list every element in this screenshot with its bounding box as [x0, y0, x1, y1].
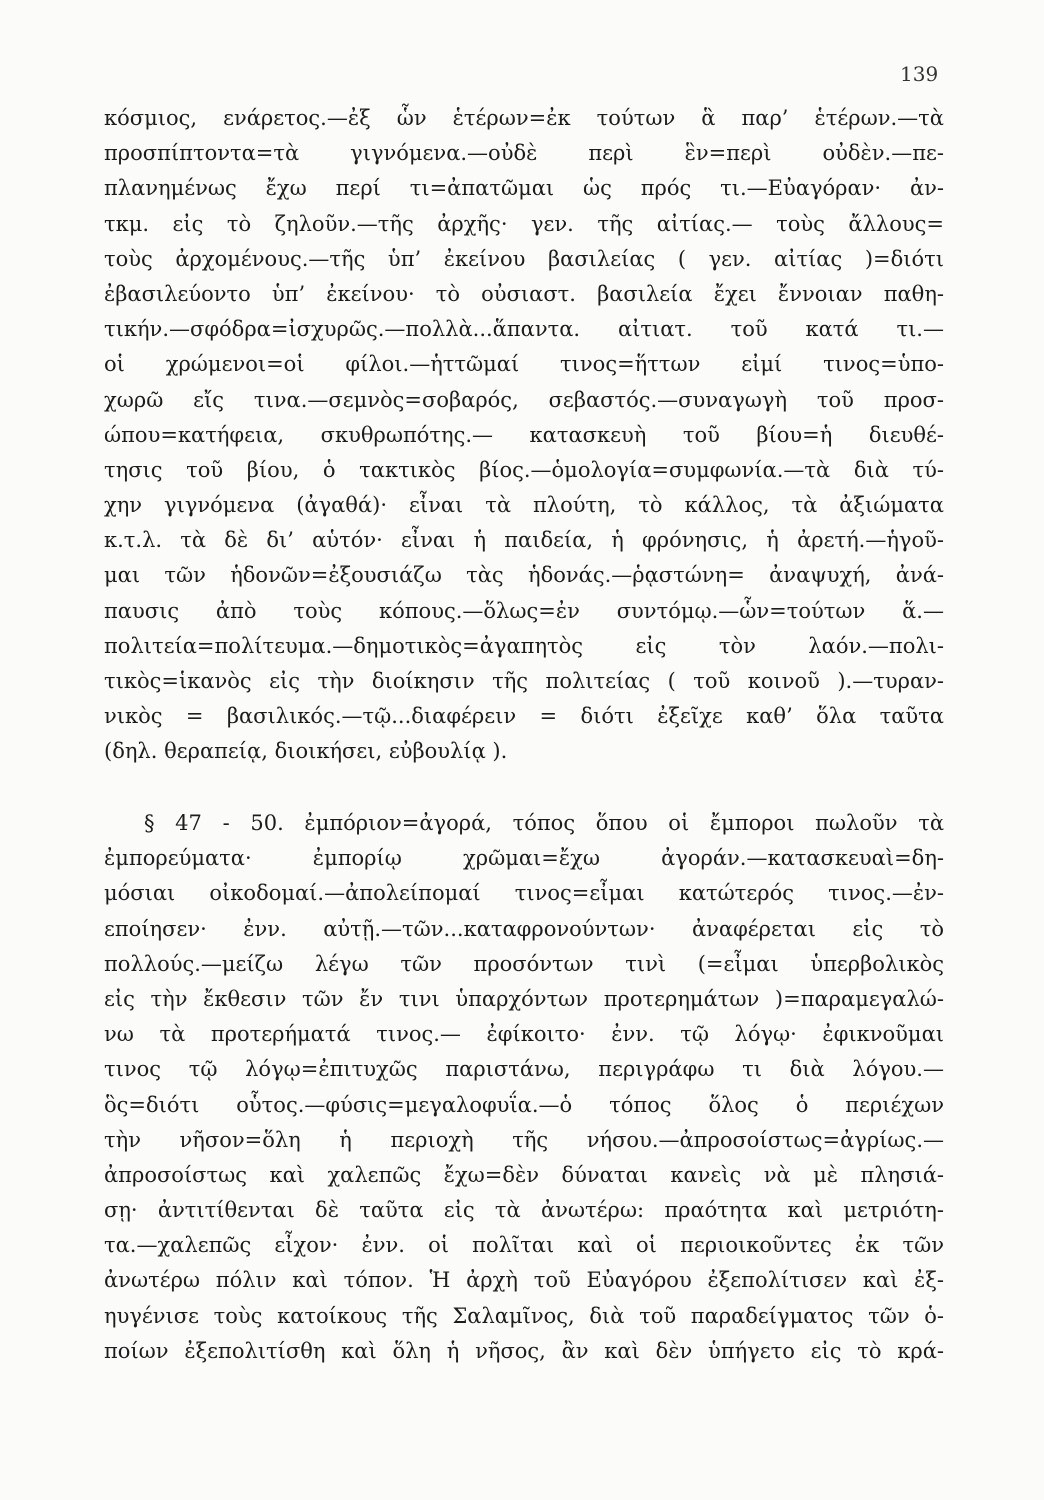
text-line: κ.τ.λ. τὰ δὲ δι’ αὑτόν· εἶναι ἡ παιδεία, ἡ φρόνησις, ἡ ἀρετή.—ἡγοῦ-: [104, 528, 944, 553]
text-line: νω τὰ προτερήματά τινος.— ἐφίκοιτο· ἐνν. τῷ λόγῳ· ἐφικνοῦμαι: [104, 1022, 944, 1047]
commentary-paragraph-1: [104, 101, 944, 770]
text-line: εποίησεν· ἐνν. αὐτῇ.—τῶν...καταφρονούντων· ἀναφέρεται εἰς τὸ: [104, 916, 944, 941]
page-number: 139: [900, 62, 939, 86]
text-line: τικήν.—σφόδρα=ἰσχυρῶς.—πολλὰ...ἅπαντα. αἰτιατ. τοῦ κατά τι.—: [104, 317, 944, 342]
text-line: τκμ. εἰς τὸ ζηλοῦν.—τῆς ἀρχῆς· γεν. τῆς αἰτίας.— τοὺς ἄλλους=: [104, 211, 944, 236]
text-line: τὴν νῆσον=ὅλη ἡ περιοχὴ τῆς νήσου.—ἀπροσοίστως=ἀγρίως.—: [104, 1127, 944, 1152]
text-line: πολλούς.—μείζω λέγω τῶν προσόντων τινὶ (=εἶμαι ὑπερβολικὸς: [104, 951, 944, 976]
text-line: σῃ· ἀντιτίθενται δὲ ταῦτα εἰς τὰ ἀνωτέρω: πραότητα καὶ μετριότη-: [104, 1198, 944, 1223]
text-line: οἱ χρώμενοι=οἱ φίλοι.—ἡττῶμαί τινος=ἥττων εἰμί τινος=ὑπο-: [104, 352, 944, 377]
text-line: (δηλ. θεραπείᾳ, διοικήσει, εὐβουλίᾳ ).: [104, 739, 508, 764]
text-line: τοὺς ἀρχομένους.—τῆς ὑπ’ ἐκείνου βασιλείας ( γεν. αἰτίας )=διότι: [104, 246, 944, 271]
text-line: τικὸς=ἱκανὸς εἰς τὴν διοίκησιν τῆς πολιτείας ( τοῦ κοινοῦ ).—τυραν-: [104, 669, 944, 693]
text-line: τινος τῷ λόγῳ=ἐπιτυχῶς παριστάνω, περιγράφω τι διὰ λόγου.—: [104, 1057, 944, 1082]
text-line: ποίων ἐξεπολιτίσθη καὶ ὅλη ἡ νῆσος, ἂν καὶ δὲν ὑπήγετο εἰς τὸ κρά-: [104, 1338, 944, 1363]
text-line: § 47 - 50. ἐμπόριον=ἀγορά, τόπος ὅπου οἱ ἔμποροι πωλοῦν τὰ: [144, 811, 944, 835]
text-line: ὃς=διότι οὗτος.—φύσις=μεγαλοφυΐα.—ὁ τόπος ὅλος ὁ περιέχων: [104, 1092, 944, 1117]
text-line: μόσιαι οἰκοδομαί.—ἀπολείπομαί τινος=εἶμαι κατώτερός τινος.—ἐν-: [104, 881, 944, 906]
text-line: τησις τοῦ βίου, ὁ τακτικὸς βίος.—ὁμολογία=συμφωνία.—τὰ διὰ τύ-: [104, 457, 944, 482]
text-line: χην γιγνόμενα (ἀγαθά)· εἶναι τὰ πλούτη, τὸ κάλλος, τὰ ἀξιώματα: [104, 493, 944, 518]
text-line: ἀπροσοίστως καὶ χαλεπῶς ἔχω=δὲν δύναται κανεὶς νὰ μὲ πλησιά-: [104, 1162, 944, 1187]
text-line: τα.—χαλεπῶς εἶχον· ἐνν. οἱ πολῖται καὶ οἱ περιοικοῦντες ἐκ τῶν: [104, 1233, 944, 1258]
text-line: ώπου=κατήφεια, σκυθρωπότης.— κατασκευὴ τοῦ βίου=ἡ διευθέ-: [104, 422, 944, 447]
text-line: εἰς τὴν ἔκθεσιν τῶν ἔν τινι ὑπαρχόντων προτερημάτων )=παραμεγαλώ-: [104, 986, 944, 1011]
text-line: προσπίπτοντα=τὰ γιγνόμενα.—οὐδὲ περὶ ἓν=περὶ οὐδὲν.—πε-: [104, 141, 944, 166]
text-line: ἀνωτέρω πόλιν καὶ τόπον. Ἡ ἀρχὴ τοῦ Εὐαγόρου ἐξεπολίτισεν καὶ ἐξ-: [104, 1268, 944, 1293]
text-line: ἐμπορεύματα· ἐμπορίῳ χρῶμαι=ἔχω ἀγοράν.—κατασκευαὶ=δη-: [104, 846, 944, 871]
text-line: ἐβασιλεύοντο ὑπ’ ἐκείνου· τὸ οὐσιαστ. βασιλεία ἔχει ἔννοιαν παθη-: [104, 281, 944, 306]
text-line: κόσμιος, ενάρετος.—ἐξ ὧν ἑτέρων=ἐκ τούτων ἃ παρ’ ἑτέρων.—τὰ: [104, 106, 944, 130]
text-line: παυσις ἀπὸ τοὺς κόπους.—ὅλως=ἐν συντόμῳ.—ὧν=τούτων ἅ.—: [104, 598, 944, 623]
text-line: ηυγένισε τοὺς κατοίκους τῆς Σαλαμῖνος, διὰ τοῦ παραδείγματος τῶν ὁ-: [104, 1303, 944, 1328]
text-line: χωρῶ εἴς τινα.—σεμνὸς=σοβαρός, σεβαστός.—συναγωγὴ τοῦ προσ-: [104, 387, 944, 412]
commentary-paragraph-2: [104, 806, 944, 1369]
text-line: νικὸς = βασιλικός.—τῷ...διαφέρειν = διότι ἐξεῖχε καθ’ ὅλα ταῦτα: [104, 704, 944, 729]
text-line: πολιτεία=πολίτευμα.—δημοτικὸς=ἀγαπητὸς εἰς τὸν λαόν.—πολι-: [104, 633, 944, 658]
text-line: μαι τῶν ἡδονῶν=ἐξουσιάζω τὰς ἡδονάς.—ῥᾳστώνη= ἀναψυχή, ἀνά-: [104, 563, 944, 588]
text-line: πλανημένως ἔχω περί τι=ἀπατῶμαι ὡς πρός τι.—Εὐαγόραν· ἀν-: [104, 176, 944, 201]
